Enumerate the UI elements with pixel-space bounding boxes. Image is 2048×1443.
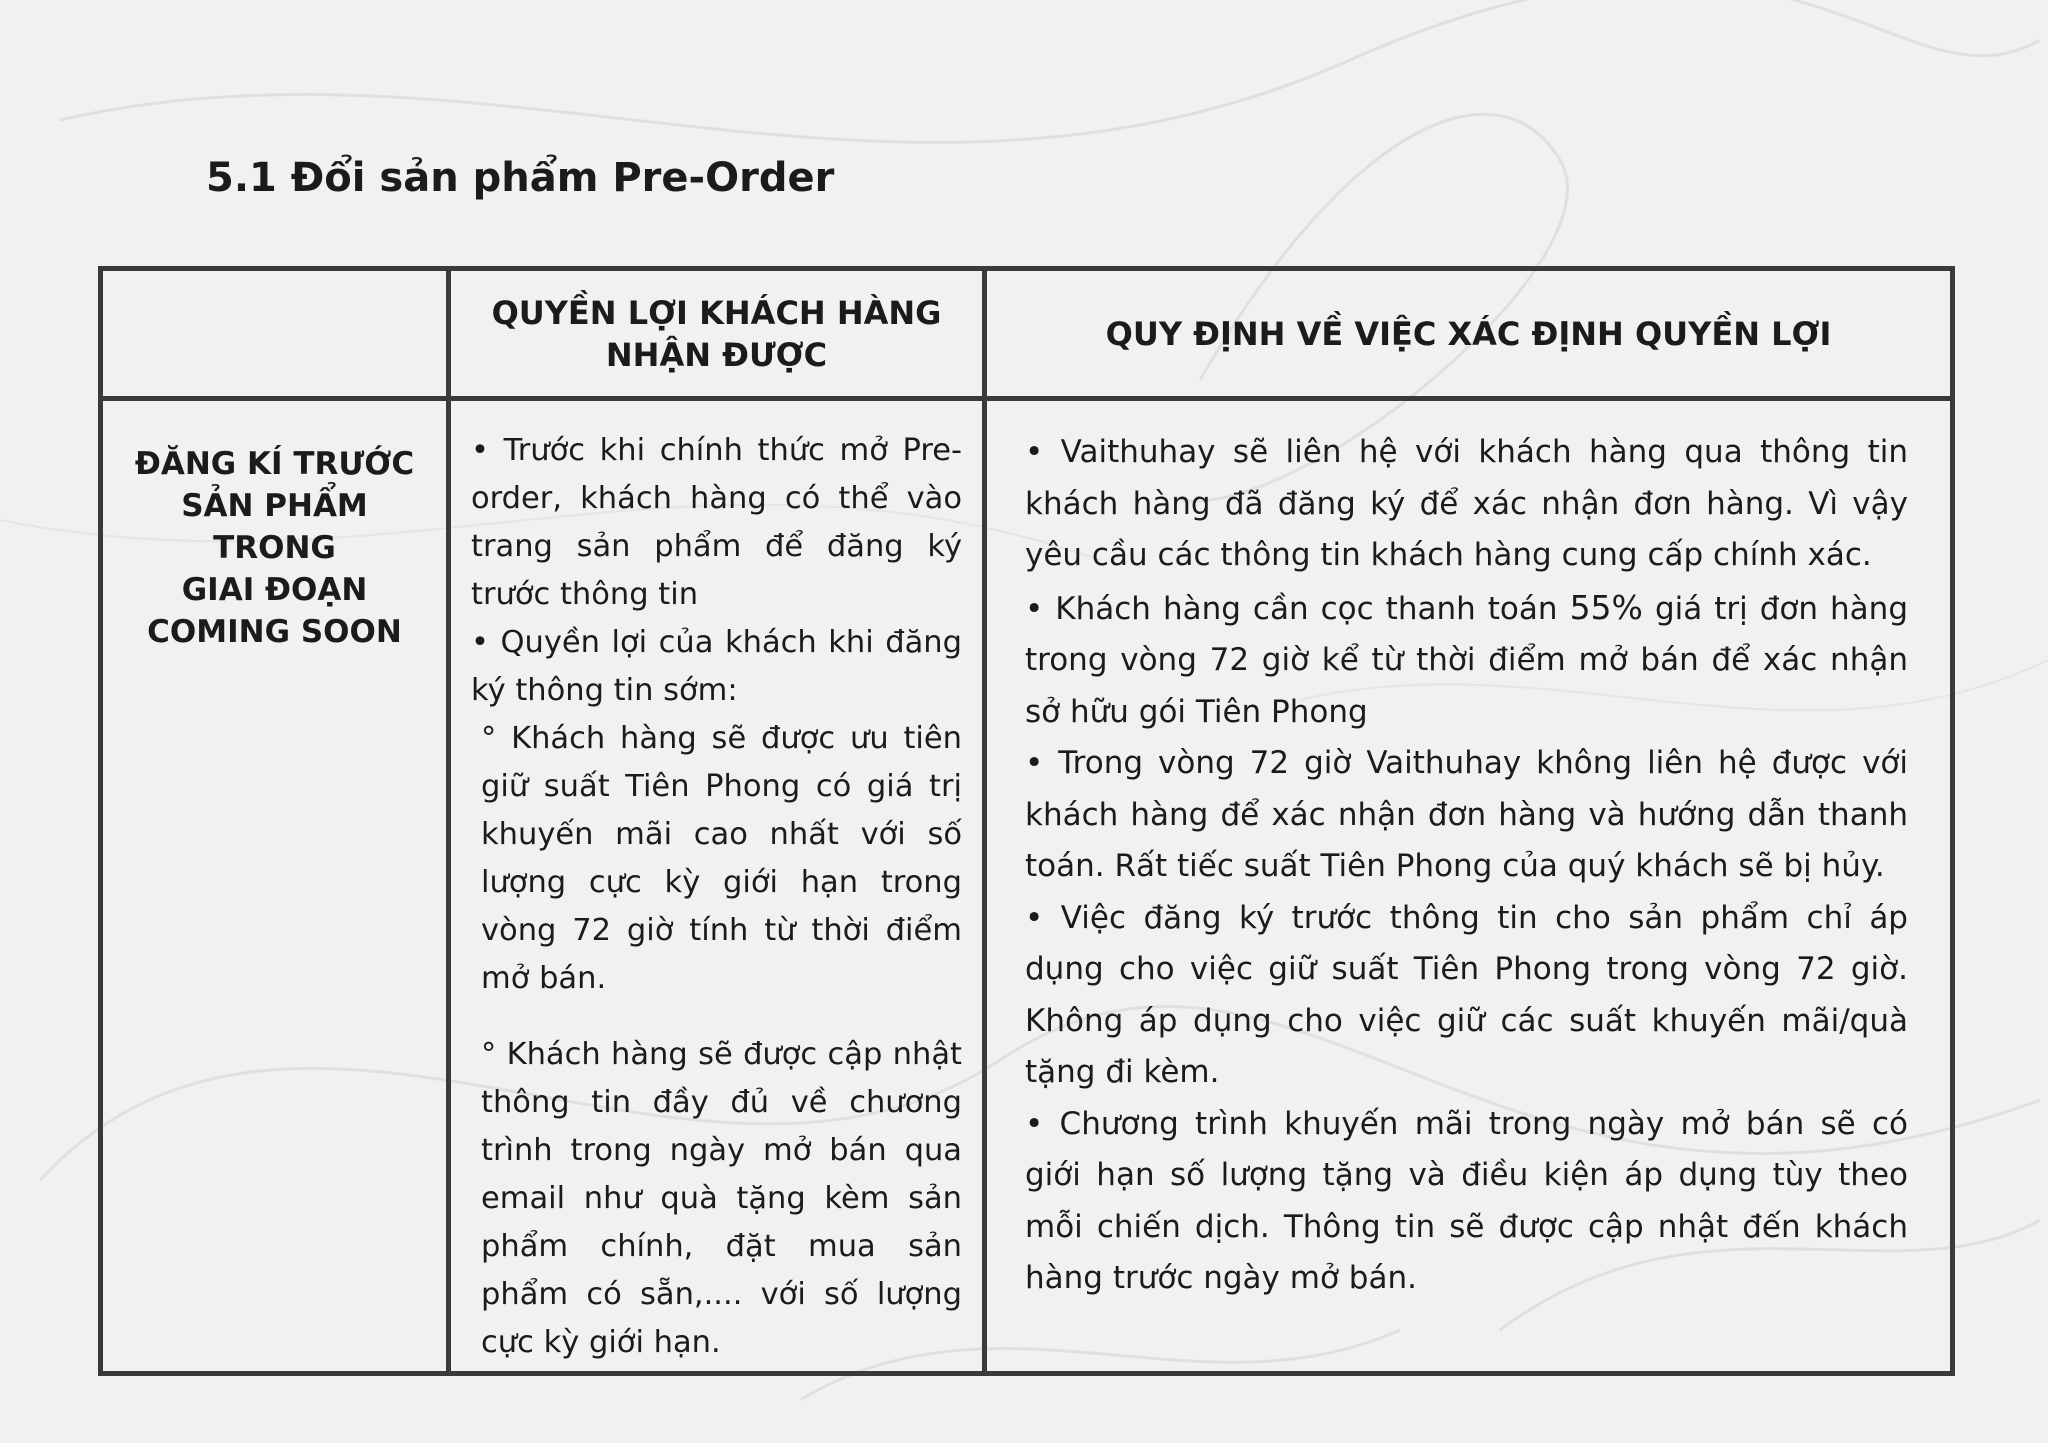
benefit-item: • Quyền lợi của khách khi đăng ký thông tin sớm: xyxy=(471,625,962,708)
header-rules-label: QUY ĐỊNH VỀ VIỆC XÁC ĐỊNH QUYỀN LỢI xyxy=(1105,314,1832,353)
row-label-cell xyxy=(101,399,449,1374)
row-label-line: SẢN PHẨM TRONG xyxy=(181,488,368,566)
table-header-row xyxy=(101,269,1953,399)
row-label-line: ĐĂNG KÍ TRƯỚC xyxy=(134,446,415,482)
header-benefits-line2: NHẬN ĐƯỢC xyxy=(605,335,828,374)
header-benefits-line1: QUYỀN LỢI KHÁCH HÀNG xyxy=(491,293,942,332)
row-label-line: GIAI ĐOẠN xyxy=(181,572,368,608)
rule-item: • Trong vòng 72 giờ Vaithuhay không liên hệ được với khách hàng để xác nhận đơn hàng và hướng dẫn thanh toán. Rất tiếc suất Tiên Phong của quý khách sẽ bị hủy. xyxy=(1025,745,1908,884)
rule-item: • Việc đăng ký trước thông tin cho sản phẩm chỉ áp dụng cho việc giữ suất Tiên Phong trong vòng 72 giờ. Không áp dụng cho việc giữ các suất khuyến mãi/quà tặng đi kèm. xyxy=(1025,899,1908,1090)
rule-item: • Vaithuhay sẽ liên hệ với khách hàng qua thông tin khách hàng đã đăng ký để xác nhận đơn hàng. Vì vậy yêu cầu các thông tin khách hàng cung cấp chính xác. xyxy=(1025,434,1908,573)
benefit-item: • Trước khi chính thức mở Pre-order, khách hàng có thể vào trang sản phẩm để đăng ký trước thông tin xyxy=(471,433,962,612)
benefit-subitem: ° Khách hàng sẽ được cập nhật thông tin đầy đủ về chương trình trong ngày mở bán qua email như quà tặng kèm sản phẩm chính, đặt mua sản phẩm có sẵn,.... với số lượng cực kỳ giới hạn. xyxy=(481,1037,962,1360)
rule-deposit-lead: • Khách hàng cần cọc thanh toán xyxy=(1025,590,1558,627)
header-benefits-cell xyxy=(449,269,985,399)
rule-deposit-tail: giá trị đơn hàng trong vòng 72 giờ kể từ thời điểm mở bán để xác nhận sở hữu gói Tiên Phong xyxy=(1025,590,1909,730)
rule-item-deposit xyxy=(1025,582,1908,739)
rule-item: • Chương trình khuyến mãi trong ngày mở bán sẽ có giới hạn số lượng tặng và điều kiện áp dụng tùy theo mỗi chiến dịch. Thông tin sẽ được cập nhật đến khách hàng trước ngày mở bán. xyxy=(1025,1105,1908,1296)
table-row xyxy=(101,399,1953,1374)
policy-table xyxy=(98,266,1955,1376)
rules-cell xyxy=(985,399,1953,1374)
header-rules-cell xyxy=(985,269,1953,399)
page-title: 5.1 Đổi sản phẩm Pre-Order xyxy=(206,155,835,201)
header-empty-cell xyxy=(101,269,449,399)
row-label-line: COMING SOON xyxy=(147,614,402,650)
rule-deposit-percent: 55% xyxy=(1569,587,1643,627)
benefits-cell xyxy=(449,399,985,1374)
benefit-subitem: ° Khách hàng sẽ được ưu tiên giữ suất Tiên Phong có giá trị khuyến mãi cao nhất với số lượng cực kỳ giới hạn trong vòng 72 giờ tính từ thời điểm mở bán. xyxy=(481,721,962,996)
